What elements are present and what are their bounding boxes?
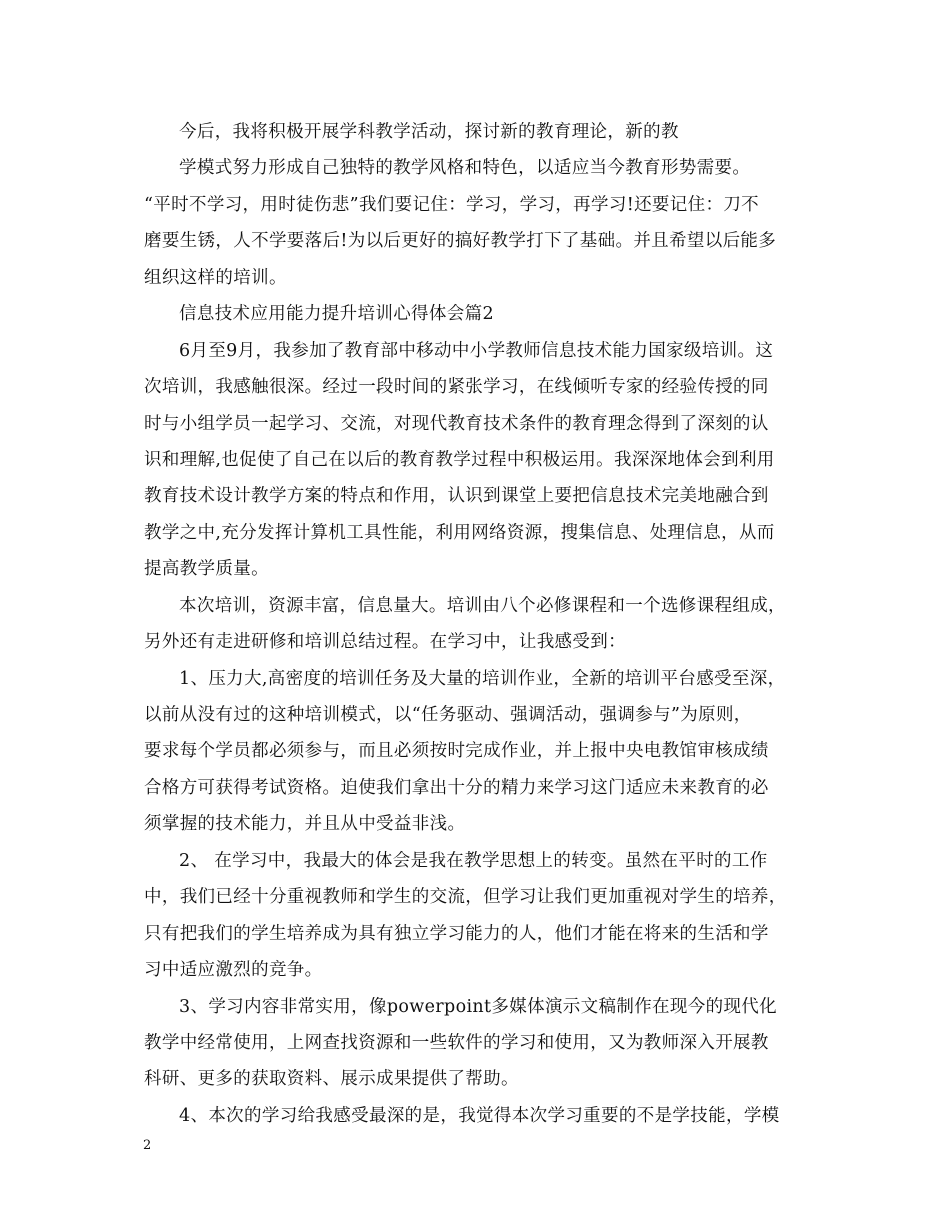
page-number: 2 — [143, 1138, 152, 1153]
text-line: 学模式努力形成自己独特的教学风格和特色，以适应当今教育形势需要。 — [179, 158, 751, 179]
text-line: 2、 在学习中，我最大的体会是我在教学思想上的转变。虽然在平时的工作 — [179, 850, 768, 871]
text-line: 4、本次的学习给我感受最深的是，我觉得本次学习重要的不是学技能，学模 — [179, 1105, 780, 1126]
text-line: 今后，我将积极开展学科教学活动，探讨新的教育理论，新的教 — [179, 122, 679, 142]
text-line: 教学中经常使用，上网查找资源和一些软件的学习和使用，又为教师深入开展教 — [144, 1032, 769, 1053]
text-line: 信息技术应用能力提升培训心得体会篇2 — [179, 304, 494, 325]
text-line: 提高教学质量。 — [144, 559, 269, 580]
text-line: 习中适应激烈的竞争。 — [144, 960, 323, 981]
text-line: 要求每个学员都必须参与，而且必须按时完成作业，并上报中央电教馆审核成绩 — [144, 741, 769, 762]
text-line: 3、学习内容非常实用，像powerpoint多媒体演示文稿制作在现今的现代化 — [179, 996, 778, 1017]
text-line: 组织这样的培训。 — [144, 267, 287, 288]
text-line: 识和理解,也促使了自己在以后的教育教学过程中积极运用。我深深地体会到利用 — [144, 449, 775, 470]
text-line: 1、压力大,高密度的培训任务及大量的培训作业，全新的培训平台感受至深， — [179, 668, 786, 689]
text-line: 须掌握的技术能力，并且从中受益非浅。 — [144, 814, 466, 835]
document-body — [144, 114, 820, 1134]
text-line: 教育技术设计教学方案的特点和作用，认识到课堂上要把信息技术完美地融合到 — [144, 486, 769, 507]
text-line: 本次培训，资源丰富，信息量大。培训由八个必修课程和一个选修课程组成， — [179, 595, 786, 616]
text-line: 另外还有走进研修和培训总结过程。在学习中，让我感受到： — [144, 632, 626, 653]
text-line: 中，我们已经十分重视教师和学生的交流，但学习让我们更加重视对学生的培养， — [144, 887, 787, 908]
text-line: 合格方可获得考试资格。迫使我们拿出十分的精力来学习这门适应未来教育的必 — [144, 777, 769, 798]
text-line: 科研、更多的获取资料、展示成果提供了帮助。 — [144, 1069, 519, 1090]
text-line: 6月至9月，我参加了教育部中移动中小学教师信息技术能力国家级培训。这 — [179, 340, 774, 361]
text-line: “平时不学习，用时徒伤悲”我们要记住：学习，学习，再学习!还要记住：刀不 — [144, 194, 760, 215]
text-line: 教学之中,充分发挥计算机工具性能，利用网络资源，搜集信息、处理信息，从而 — [144, 522, 775, 543]
text-line: 时与小组学员一起学习、交流，对现代教育技术条件的教育理念得到了深刻的认 — [144, 413, 769, 434]
text-line: 次培训，我感触很深。经过一段时间的紧张学习，在线倾听专家的经验传授的同 — [144, 377, 769, 398]
text-line: 磨要生锈，人不学要落后!为以后更好的搞好教学打下了基础。并且希望以后能多 — [144, 231, 777, 252]
text-line: 只有把我们的学生培养成为具有独立学习能力的人，他们才能在将来的生活和学 — [144, 923, 769, 944]
text-line: 以前从没有过的这种培训模式，以“任务驱动、强调活动，强调参与”为原则， — [144, 705, 752, 725]
